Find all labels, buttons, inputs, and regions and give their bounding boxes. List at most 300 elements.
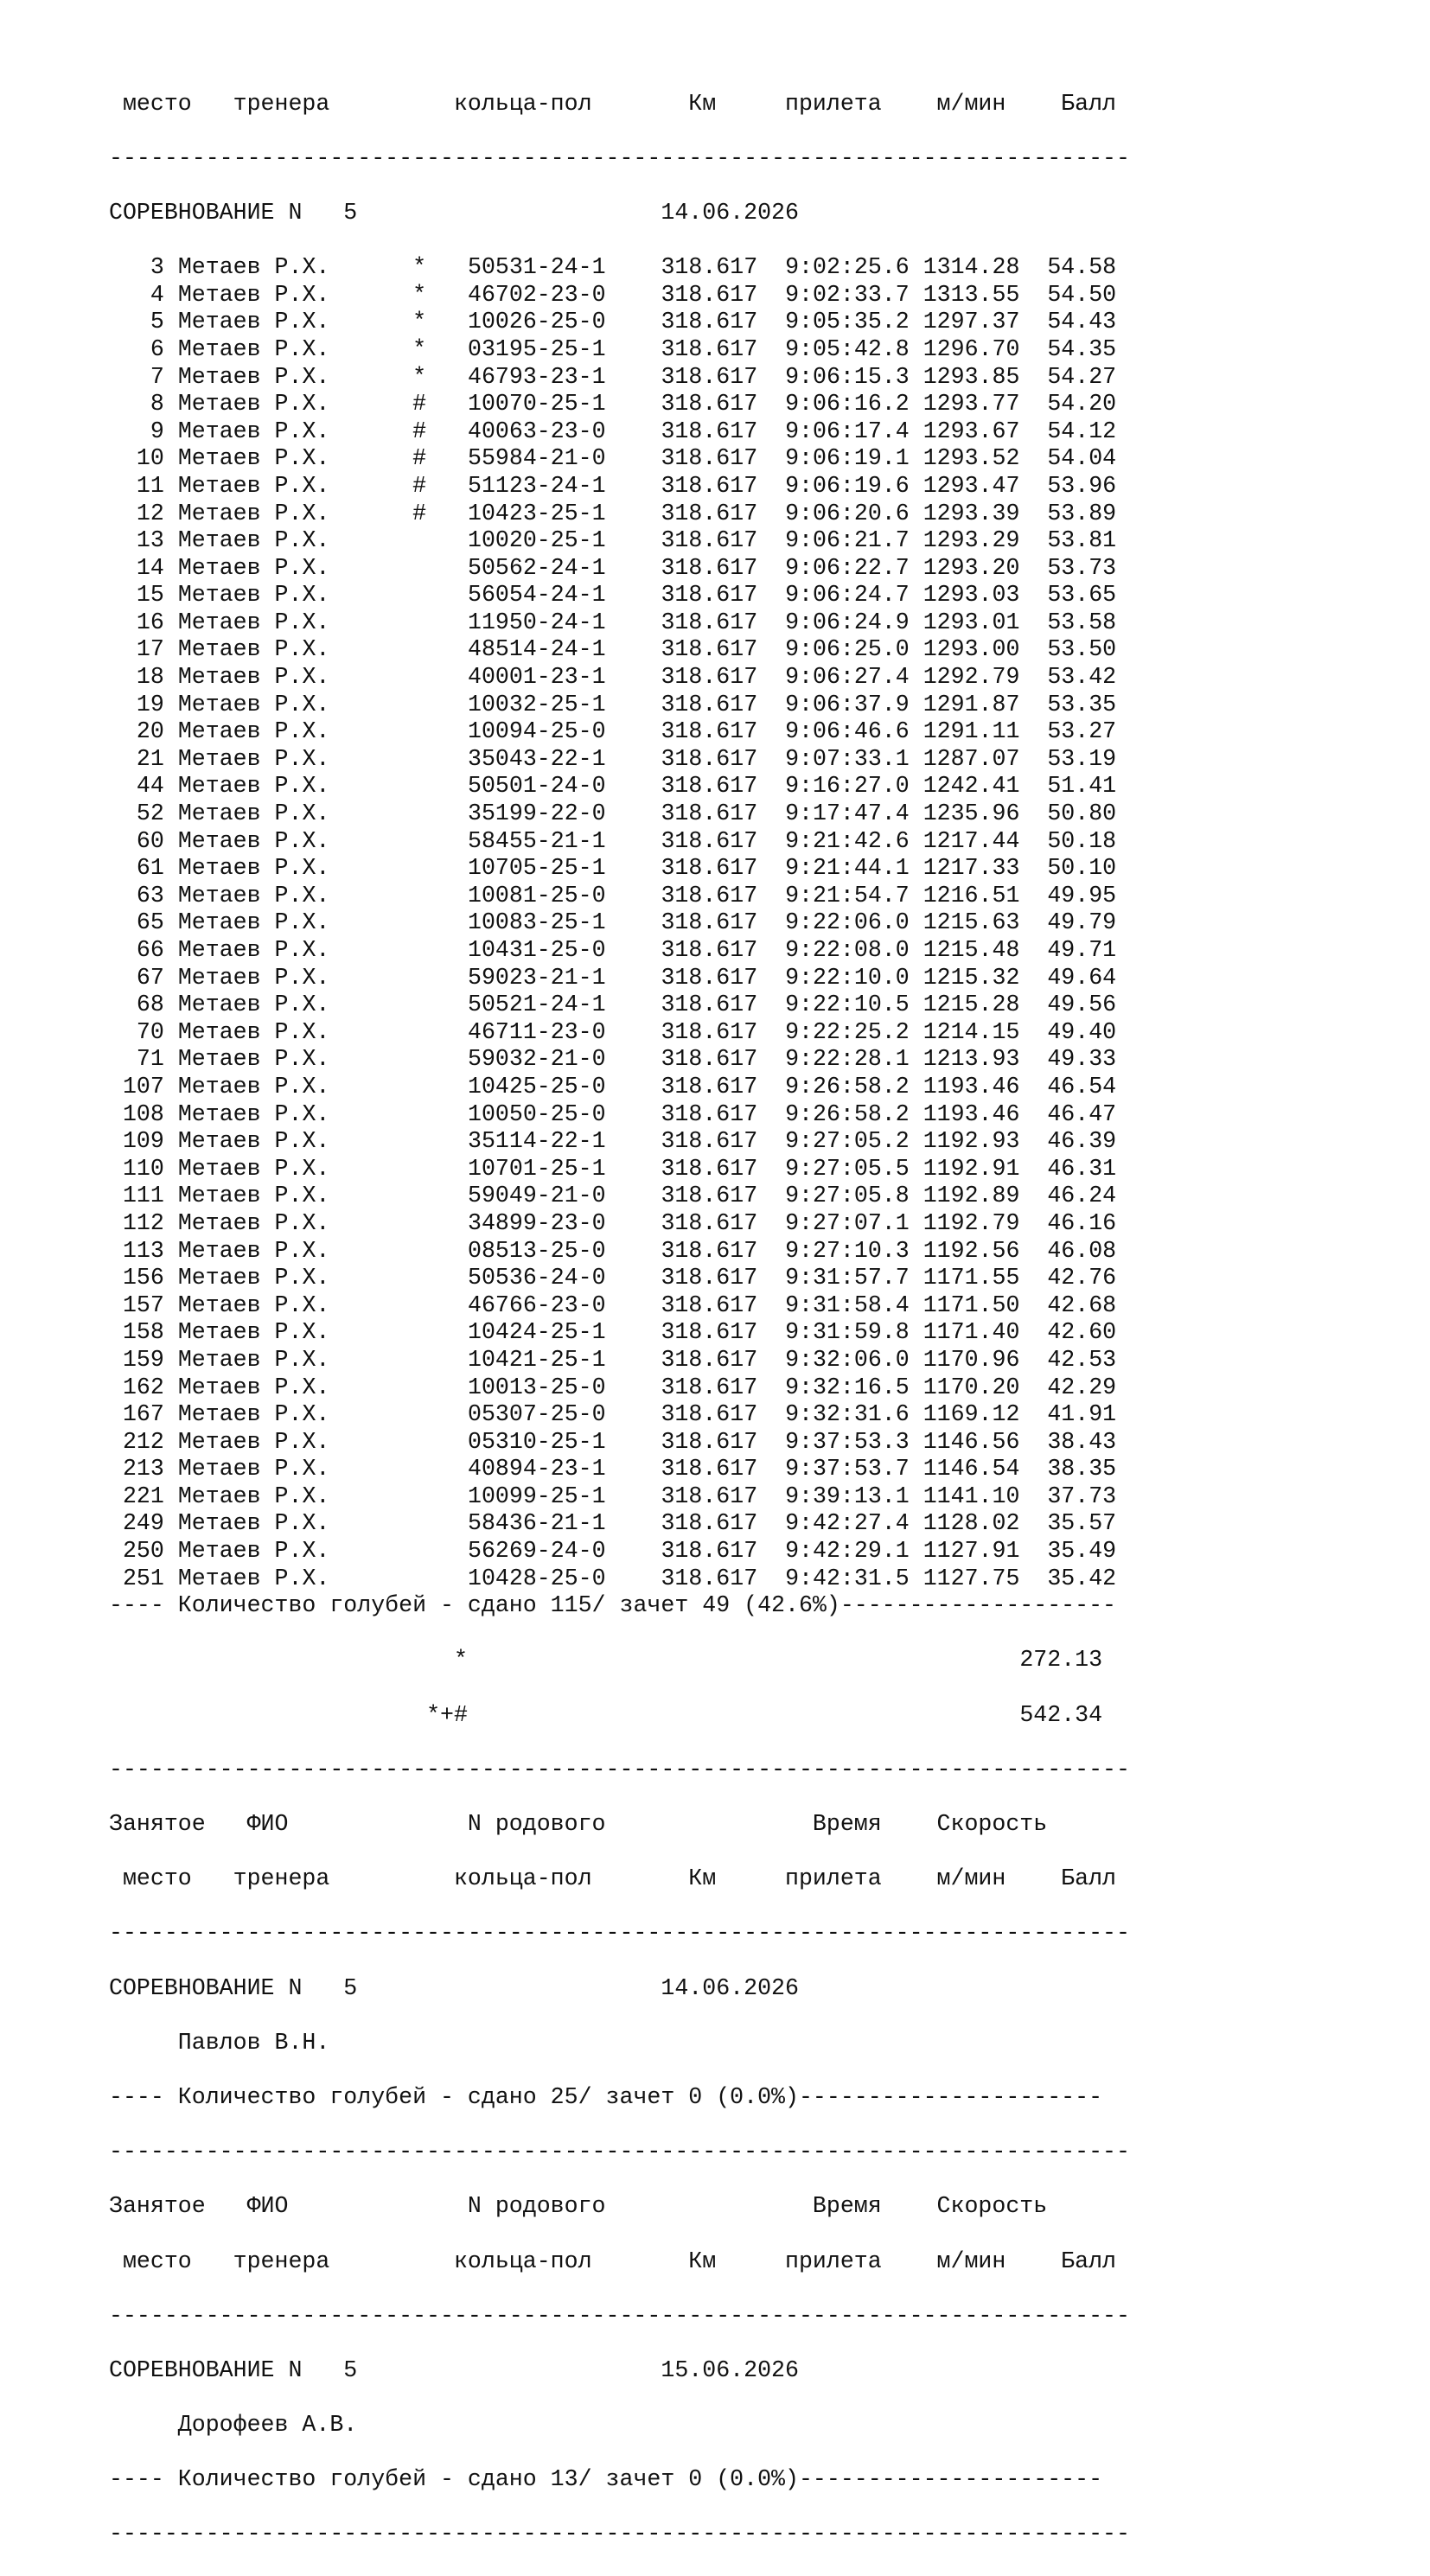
km-cell: 318.617 xyxy=(661,554,758,581)
mark-cell xyxy=(412,527,426,553)
trainer-cell: Метаев Р.Х. xyxy=(177,964,330,991)
km-cell: 318.617 xyxy=(661,472,758,499)
separator-line: -------------------------------------------------------------------------- xyxy=(109,1920,1130,1947)
score-cell: 42.76 xyxy=(1047,1265,1117,1291)
trainer-cell: Метаев Р.Х. xyxy=(177,1565,330,1591)
place-cell: 167 xyxy=(109,1401,164,1428)
place-cell: 107 xyxy=(109,1073,164,1100)
table-row xyxy=(109,800,1130,828)
mark-cell xyxy=(412,1019,426,1045)
place-cell: 111 xyxy=(109,1183,164,1209)
mark-cell xyxy=(412,1538,426,1564)
km-cell: 318.617 xyxy=(661,1046,758,1073)
mark-cell: # xyxy=(412,500,427,526)
table-row xyxy=(109,445,1130,473)
table-row xyxy=(109,336,1130,364)
km-cell: 318.617 xyxy=(661,636,758,663)
speed-cell: 1192.56 xyxy=(922,1237,1020,1264)
time-cell: 9:06:24.9 xyxy=(785,609,910,635)
ring-cell: 10701-25-1 xyxy=(468,1155,606,1182)
speed-cell: 1217.33 xyxy=(922,855,1020,882)
score-cell: 42.29 xyxy=(1047,1374,1117,1400)
place-cell: 251 xyxy=(109,1565,164,1591)
ring-cell: 58436-21-1 xyxy=(468,1510,606,1537)
mark-cell: # xyxy=(412,391,427,418)
trainer-cell: Метаев Р.Х. xyxy=(177,992,330,1018)
speed-cell: 1213.93 xyxy=(922,1046,1020,1073)
km-cell: 318.617 xyxy=(661,1209,758,1236)
column-header-top: Занятое ФИО N родового Время Скорость xyxy=(109,2193,1048,2220)
speed-cell: 1235.96 xyxy=(922,800,1020,827)
score-cell: 54.20 xyxy=(1047,391,1117,418)
time-cell: 9:27:05.8 xyxy=(785,1183,910,1209)
mark-cell xyxy=(412,609,426,635)
competition-line xyxy=(109,2357,1130,2385)
km-cell: 318.617 xyxy=(661,418,758,444)
table-row xyxy=(109,718,1130,746)
time-cell: 9:22:10.0 xyxy=(785,964,910,991)
place-cell: 71 xyxy=(109,1046,164,1073)
speed-cell: 1291.87 xyxy=(922,691,1020,717)
time-cell: 9:31:57.7 xyxy=(785,1265,910,1291)
trainer-cell: Метаев Р.Х. xyxy=(177,554,330,581)
trainer-cell: Метаев Р.Х. xyxy=(177,1456,330,1482)
place-cell: 108 xyxy=(109,1100,164,1127)
speed-cell: 1292.79 xyxy=(922,664,1020,691)
trainer-line xyxy=(109,2030,1130,2057)
ring-cell: 56269-24-0 xyxy=(468,1538,606,1565)
mark-cell xyxy=(412,582,426,608)
trainer-cell: Метаев Р.Х. xyxy=(177,391,330,418)
ring-cell: 50501-24-0 xyxy=(468,773,606,800)
mark-cell xyxy=(412,855,426,881)
mark-cell xyxy=(412,664,426,690)
score-cell: 54.58 xyxy=(1047,254,1117,281)
km-cell: 318.617 xyxy=(661,1374,758,1400)
table-row xyxy=(109,1101,1130,1129)
trainer-cell: Метаев Р.Х. xyxy=(177,445,330,472)
table-row xyxy=(109,1429,1130,1457)
place-cell: 16 xyxy=(109,609,164,635)
score-cell: 42.53 xyxy=(1047,1346,1117,1373)
trainer-cell: Метаев Р.Х. xyxy=(177,1265,330,1291)
mark-cell xyxy=(412,909,426,935)
speed-cell: 1170.20 xyxy=(922,1374,1020,1400)
speed-cell: 1128.02 xyxy=(922,1510,1020,1537)
km-cell: 318.617 xyxy=(661,1319,758,1346)
speed-cell: 1193.46 xyxy=(922,1073,1020,1100)
speed-cell: 1192.93 xyxy=(922,1128,1020,1155)
trainer-cell: Метаев Р.Х. xyxy=(177,1018,330,1045)
score-cell: 53.65 xyxy=(1047,582,1117,609)
trainer-cell: Метаев Р.Х. xyxy=(177,636,330,663)
time-cell: 9:06:19.1 xyxy=(785,445,910,472)
summary-text: Количество голубей - сдано 13/ зачет 0 (0.0%) xyxy=(177,2466,799,2493)
summary-text: Количество голубей - сдано 115/ зачет 49 (42.6%) xyxy=(177,1592,840,1619)
speed-cell: 1293.85 xyxy=(922,363,1020,390)
mark-cell xyxy=(412,1483,426,1509)
speed-cell: 1170.96 xyxy=(922,1346,1020,1373)
mark-cell xyxy=(412,1156,426,1182)
ring-cell: 03195-25-1 xyxy=(468,335,606,362)
time-cell: 9:06:15.3 xyxy=(785,363,910,390)
ring-cell: 46702-23-0 xyxy=(468,281,606,308)
speed-cell: 1214.15 xyxy=(922,1018,1020,1045)
km-cell: 318.617 xyxy=(661,527,758,554)
speed-cell: 1293.03 xyxy=(922,582,1020,609)
km-cell: 318.617 xyxy=(661,391,758,418)
table-row xyxy=(109,527,1130,555)
place-cell: 250 xyxy=(109,1538,164,1565)
score-cell: 37.73 xyxy=(1047,1482,1117,1509)
score-cell: 53.81 xyxy=(1047,527,1117,554)
mark-cell xyxy=(412,1429,426,1455)
mark-cell: * xyxy=(412,254,427,281)
time-cell: 9:32:31.6 xyxy=(785,1401,910,1428)
km-cell: 318.617 xyxy=(661,1183,758,1209)
separator-line: -------------------------------------------------------------------------- xyxy=(109,144,1130,171)
place-cell: 159 xyxy=(109,1346,164,1373)
score-cell: 54.35 xyxy=(1047,335,1117,362)
time-cell: 9:42:29.1 xyxy=(785,1538,910,1565)
mark-cell xyxy=(412,800,426,826)
ring-cell: 10423-25-1 xyxy=(468,500,606,526)
table-row xyxy=(109,1074,1130,1101)
speed-cell: 1293.52 xyxy=(922,445,1020,472)
mark-cell xyxy=(412,1565,426,1591)
km-cell: 318.617 xyxy=(661,1428,758,1455)
score-cell: 46.24 xyxy=(1047,1183,1117,1209)
time-cell: 9:06:25.0 xyxy=(785,636,910,663)
ring-cell: 10032-25-1 xyxy=(468,691,606,717)
mark-cell xyxy=(412,718,426,744)
table-row xyxy=(109,582,1130,609)
table-row xyxy=(109,636,1130,664)
ring-cell: 11950-24-1 xyxy=(468,609,606,635)
trainer-cell: Метаев Р.Х. xyxy=(177,609,330,635)
km-cell: 318.617 xyxy=(661,773,758,800)
place-cell: 7 xyxy=(109,363,164,390)
score-cell: 46.08 xyxy=(1047,1237,1117,1264)
trainer-cell: Метаев Р.Х. xyxy=(177,582,330,609)
score-cell: 46.16 xyxy=(1047,1209,1117,1236)
trainer-cell: Метаев Р.Х. xyxy=(177,418,330,444)
table-row xyxy=(109,1510,1130,1538)
place-cell: 249 xyxy=(109,1510,164,1537)
score-cell: 46.54 xyxy=(1047,1073,1117,1100)
ring-cell: 10428-25-0 xyxy=(468,1565,606,1591)
trainer-cell: Метаев Р.Х. xyxy=(177,1374,330,1400)
score-cell: 49.40 xyxy=(1047,1018,1117,1045)
mark-cell xyxy=(412,746,426,772)
km-cell: 318.617 xyxy=(661,1565,758,1591)
separator-line: -------------------------------------------------------------------------- xyxy=(109,2521,1130,2547)
speed-cell: 1313.55 xyxy=(922,281,1020,308)
score-cell: 49.56 xyxy=(1047,992,1117,1018)
trainer-cell: Метаев Р.Х. xyxy=(177,527,330,554)
ring-cell: 46793-23-1 xyxy=(468,363,606,390)
ring-cell: 10431-25-0 xyxy=(468,937,606,963)
score-cell: 49.64 xyxy=(1047,964,1117,991)
trainer-cell: Метаев Р.Х. xyxy=(177,1401,330,1428)
total-marker: * xyxy=(453,1647,468,1674)
time-cell: 9:27:07.1 xyxy=(785,1209,910,1236)
column-header: место тренера кольца-пол Км прилета м/мин Балл xyxy=(109,90,1116,117)
column-header-top: Занятое ФИО N родового Время Скорость xyxy=(109,1811,1048,1837)
ring-cell: 10020-25-1 xyxy=(468,527,606,554)
mark-cell xyxy=(412,965,426,991)
time-cell: 9:31:59.8 xyxy=(785,1319,910,1346)
speed-cell: 1171.55 xyxy=(922,1265,1020,1291)
mark-cell xyxy=(412,555,426,581)
mark-cell xyxy=(412,773,426,799)
km-cell: 318.617 xyxy=(661,1346,758,1373)
speed-cell: 1171.50 xyxy=(922,1291,1020,1318)
km-cell: 318.617 xyxy=(661,1265,758,1291)
time-cell: 9:26:58.2 xyxy=(785,1073,910,1100)
mark-cell xyxy=(412,1074,426,1100)
score-cell: 53.27 xyxy=(1047,718,1117,745)
place-cell: 12 xyxy=(109,500,164,526)
trainer-cell: Метаев Р.Х. xyxy=(177,500,330,526)
table-row xyxy=(109,773,1130,800)
score-cell: 53.96 xyxy=(1047,472,1117,499)
time-cell: 9:02:33.7 xyxy=(785,281,910,308)
table-row xyxy=(109,1483,1130,1511)
place-cell: 14 xyxy=(109,554,164,581)
km-cell: 318.617 xyxy=(661,1456,758,1482)
trainer-cell: Метаев Р.Х. xyxy=(177,718,330,745)
ring-cell: 35199-22-0 xyxy=(468,800,606,827)
total-value: 542.34 xyxy=(1019,1701,1103,1728)
mark-cell xyxy=(412,1510,426,1536)
km-cell: 318.617 xyxy=(661,992,758,1018)
table-row xyxy=(109,664,1130,692)
competition-line xyxy=(109,200,1130,227)
score-cell: 50.80 xyxy=(1047,800,1117,827)
km-cell: 318.617 xyxy=(661,745,758,772)
time-cell: 9:21:42.6 xyxy=(785,827,910,854)
ring-cell: 50531-24-1 xyxy=(468,254,606,281)
place-cell: 21 xyxy=(109,745,164,772)
score-cell: 53.58 xyxy=(1047,609,1117,635)
speed-cell: 1146.56 xyxy=(922,1428,1020,1455)
table-row xyxy=(109,1046,1130,1074)
place-cell: 109 xyxy=(109,1128,164,1155)
ring-cell: 46766-23-0 xyxy=(468,1291,606,1318)
table-row xyxy=(109,501,1130,528)
place-cell: 213 xyxy=(109,1456,164,1482)
mark-cell xyxy=(412,992,426,1017)
score-cell: 35.42 xyxy=(1047,1565,1117,1591)
summary-line: ---- Количество голубей - сдано 115/ зачет 49 (42.6%)-------------------- xyxy=(109,1592,1117,1619)
time-cell: 9:37:53.7 xyxy=(785,1456,910,1482)
km-cell: 318.617 xyxy=(661,1100,758,1127)
speed-cell: 1293.47 xyxy=(922,472,1020,499)
score-cell: 41.91 xyxy=(1047,1401,1117,1428)
competition-date: 14.06.2026 xyxy=(661,1974,799,2001)
trainer-cell: Метаев Р.Х. xyxy=(177,1428,330,1455)
time-cell: 9:27:05.2 xyxy=(785,1128,910,1155)
trainer-cell: Метаев Р.Х. xyxy=(177,1183,330,1209)
trainer-cell: Метаев Р.Х. xyxy=(177,472,330,499)
trainer-line xyxy=(109,2412,1130,2439)
time-cell: 9:02:25.6 xyxy=(785,254,910,281)
place-cell: 158 xyxy=(109,1319,164,1346)
place-cell: 212 xyxy=(109,1428,164,1455)
place-cell: 156 xyxy=(109,1265,164,1291)
speed-cell: 1141.10 xyxy=(922,1482,1020,1509)
mark-cell xyxy=(412,1374,426,1400)
trainer-cell: Метаев Р.Х. xyxy=(177,1237,330,1264)
time-cell: 9:16:27.0 xyxy=(785,773,910,800)
score-cell: 50.18 xyxy=(1047,827,1117,854)
km-cell: 318.617 xyxy=(661,309,758,335)
score-cell: 54.50 xyxy=(1047,281,1117,308)
trainer-cell: Метаев Р.Х. xyxy=(177,773,330,800)
table-row xyxy=(109,1265,1130,1292)
table-row xyxy=(109,992,1130,1019)
speed-cell: 1127.91 xyxy=(922,1538,1020,1565)
trainer-cell: Метаев Р.Х. xyxy=(177,1510,330,1537)
table-row xyxy=(109,746,1130,774)
trainer-cell: Метаев Р.Х. xyxy=(177,1100,330,1127)
table-row xyxy=(109,1347,1130,1374)
total-value: 272.13 xyxy=(1019,1647,1103,1674)
time-cell: 9:21:54.7 xyxy=(785,882,910,909)
time-cell: 9:06:22.7 xyxy=(785,554,910,581)
km-cell: 318.617 xyxy=(661,1482,758,1509)
speed-cell: 1291.11 xyxy=(922,718,1020,745)
table-row xyxy=(109,1128,1130,1156)
score-cell: 38.35 xyxy=(1047,1456,1117,1482)
table-row xyxy=(109,1156,1130,1183)
ring-cell: 10094-25-0 xyxy=(468,718,606,745)
time-cell: 9:06:17.4 xyxy=(785,418,910,444)
speed-cell: 1192.89 xyxy=(922,1183,1020,1209)
speed-cell: 1293.01 xyxy=(922,609,1020,635)
trainer-cell: Метаев Р.Х. xyxy=(177,335,330,362)
time-cell: 9:22:25.2 xyxy=(785,1018,910,1045)
mark-cell xyxy=(412,1046,426,1072)
km-cell: 318.617 xyxy=(661,1073,758,1100)
time-cell: 9:32:06.0 xyxy=(785,1346,910,1373)
mark-cell xyxy=(412,1128,426,1154)
score-cell: 49.79 xyxy=(1047,909,1117,936)
speed-cell: 1216.51 xyxy=(922,882,1020,909)
km-cell: 318.617 xyxy=(661,582,758,609)
trainer-cell: Метаев Р.Х. xyxy=(177,1319,330,1346)
time-cell: 9:22:06.0 xyxy=(785,909,910,936)
speed-cell: 1217.44 xyxy=(922,827,1020,854)
km-cell: 318.617 xyxy=(661,1155,758,1182)
mark-cell xyxy=(412,1238,426,1264)
km-cell: 318.617 xyxy=(661,1018,758,1045)
score-cell: 54.12 xyxy=(1047,418,1117,444)
mark-cell xyxy=(412,1183,426,1208)
ring-cell: 46711-23-0 xyxy=(468,1018,606,1045)
separator-line: -------------------------------------------------------------------------- xyxy=(109,2139,1130,2165)
place-cell: 3 xyxy=(109,254,164,281)
km-cell: 318.617 xyxy=(661,1237,758,1264)
km-cell: 318.617 xyxy=(661,1510,758,1537)
table-row xyxy=(109,855,1130,883)
table-row xyxy=(109,1538,1130,1565)
table-row xyxy=(109,418,1130,446)
ring-cell: 10705-25-1 xyxy=(468,855,606,882)
trainer-cell: Метаев Р.Х. xyxy=(177,827,330,854)
km-cell: 318.617 xyxy=(661,964,758,991)
time-cell: 9:07:33.1 xyxy=(785,745,910,772)
time-cell: 9:37:53.3 xyxy=(785,1428,910,1455)
time-cell: 9:22:28.1 xyxy=(785,1046,910,1073)
speed-cell: 1215.32 xyxy=(922,964,1020,991)
ring-cell: 40001-23-1 xyxy=(468,664,606,691)
separator-line: -------------------------------------------------------------------------- xyxy=(109,1756,1130,1782)
mark-cell: * xyxy=(412,281,427,308)
mark-cell xyxy=(412,1292,426,1318)
km-cell: 318.617 xyxy=(661,281,758,308)
trainer-cell: Метаев Р.Х. xyxy=(177,309,330,335)
table-row xyxy=(109,309,1130,336)
competition-date: 15.06.2026 xyxy=(661,2356,799,2383)
time-cell: 9:31:58.4 xyxy=(785,1291,910,1318)
table-row xyxy=(109,555,1130,583)
place-cell: 9 xyxy=(109,418,164,444)
speed-cell: 1314.28 xyxy=(922,254,1020,281)
km-cell: 318.617 xyxy=(661,1128,758,1155)
trainer-cell: Метаев Р.Х. xyxy=(177,1046,330,1073)
trainer-cell: Метаев Р.Х. xyxy=(177,800,330,827)
trainer-cell: Метаев Р.Х. xyxy=(177,937,330,963)
mark-cell: * xyxy=(412,309,427,335)
mark-cell xyxy=(412,1210,426,1236)
place-cell: 11 xyxy=(109,472,164,499)
mark-cell xyxy=(412,937,426,963)
place-cell: 19 xyxy=(109,691,164,717)
speed-cell: 1293.77 xyxy=(922,391,1020,418)
time-cell: 9:27:05.5 xyxy=(785,1155,910,1182)
speed-cell: 1296.70 xyxy=(922,335,1020,362)
mark-cell: * xyxy=(412,335,427,362)
place-cell: 15 xyxy=(109,582,164,609)
time-cell: 9:06:37.9 xyxy=(785,691,910,717)
ring-cell: 50562-24-1 xyxy=(468,554,606,581)
time-cell: 9:22:08.0 xyxy=(785,937,910,963)
ring-cell: 10070-25-1 xyxy=(468,391,606,418)
speed-cell: 1297.37 xyxy=(922,309,1020,335)
table-row xyxy=(109,1292,1130,1320)
place-cell: 8 xyxy=(109,391,164,418)
score-cell: 42.68 xyxy=(1047,1291,1117,1318)
score-cell: 35.57 xyxy=(1047,1510,1117,1537)
mark-cell: * xyxy=(412,363,427,390)
mark-cell xyxy=(412,1456,426,1482)
place-cell: 60 xyxy=(109,827,164,854)
trainer-cell: Метаев Р.Х. xyxy=(177,1073,330,1100)
trainer-cell: Метаев Р.Х. xyxy=(177,745,330,772)
ring-cell: 08513-25-0 xyxy=(468,1237,606,1264)
speed-cell: 1242.41 xyxy=(922,773,1020,800)
mark-cell xyxy=(412,1265,426,1291)
trainer-cell: Метаев Р.Х. xyxy=(177,1346,330,1373)
ring-cell: 35114-22-1 xyxy=(468,1128,606,1155)
speed-cell: 1193.46 xyxy=(922,1100,1020,1127)
time-cell: 9:06:20.6 xyxy=(785,500,910,526)
table-row xyxy=(109,473,1130,501)
km-cell: 318.617 xyxy=(661,800,758,827)
competition-label: СОРЕВНОВАНИЕ N 5 xyxy=(109,1974,358,2001)
